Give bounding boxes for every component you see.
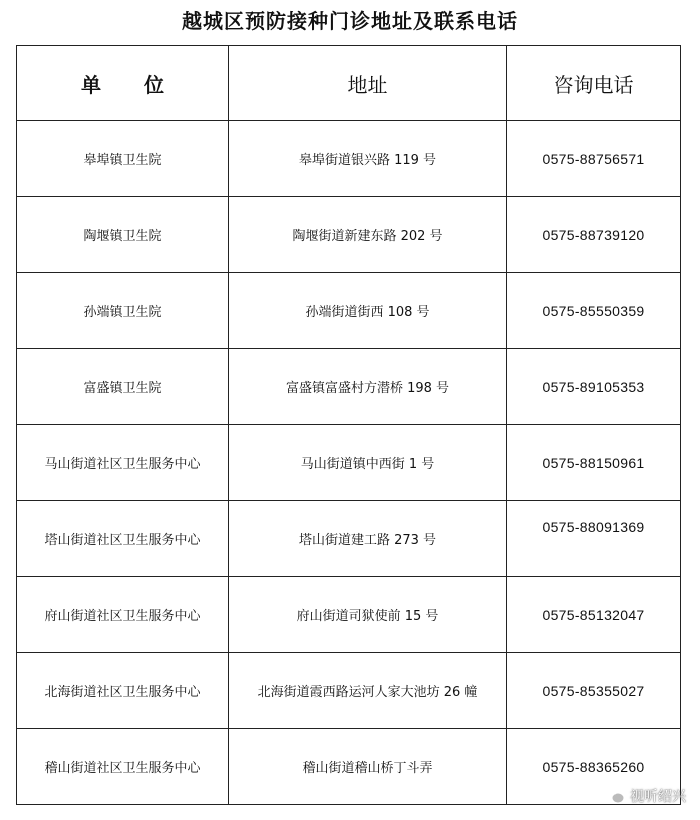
page-title: 越城区预防接种门诊地址及联系电话	[182, 9, 518, 33]
table-row	[17, 425, 681, 501]
cell-phone: 0575-88739120	[507, 197, 681, 273]
cell-address: 稽山街道稽山桥丁斗弄	[229, 729, 507, 805]
cell-address: 马山街道镇中西街 1 号	[229, 425, 507, 501]
table-row	[17, 349, 681, 425]
cell-address: 陶堰街道新建东路 202 号	[229, 197, 507, 273]
cell-address: 孙端街道街西 108 号	[229, 273, 507, 349]
cell-address: 塔山街道建工路 273 号	[229, 501, 507, 577]
cell-unit: 马山街道社区卫生服务中心	[17, 425, 229, 501]
cell-phone: 0575-85550359	[507, 273, 681, 349]
cell-phone: 0575-89105353	[507, 349, 681, 425]
header-phone: 咨询电话	[507, 46, 681, 121]
table-row	[17, 729, 681, 805]
table-header-row	[17, 46, 681, 121]
table-row	[17, 577, 681, 653]
cell-phone: 0575-88365260	[507, 729, 681, 805]
cell-unit: 府山街道社区卫生服务中心	[17, 577, 229, 653]
table-row	[17, 197, 681, 273]
table-row	[17, 121, 681, 197]
cell-address: 皋埠街道银兴路 119 号	[229, 121, 507, 197]
cell-address: 北海街道霞西路运河人家大池坊 26 幢	[229, 653, 507, 729]
cell-unit: 孙端镇卫生院	[17, 273, 229, 349]
cell-unit: 北海街道社区卫生服务中心	[17, 653, 229, 729]
cell-phone: 0575-85132047	[507, 577, 681, 653]
cell-unit: 塔山街道社区卫生服务中心	[17, 501, 229, 577]
watermark-text: 视听绍兴	[630, 789, 686, 805]
cell-phone: 0575-88091369	[507, 501, 681, 577]
table-row	[17, 653, 681, 729]
table-row	[17, 273, 681, 349]
table-row	[17, 501, 681, 577]
cell-unit: 富盛镇卫生院	[17, 349, 229, 425]
cell-phone: 0575-85355027	[507, 653, 681, 729]
cell-address: 府山街道司狱使前 15 号	[229, 577, 507, 653]
cell-phone: 0575-88150961	[507, 425, 681, 501]
cell-unit: 陶堰镇卫生院	[17, 197, 229, 273]
cell-unit: 稽山街道社区卫生服务中心	[17, 729, 229, 805]
cell-address: 富盛镇富盛村方潜桥 198 号	[229, 349, 507, 425]
watermark	[604, 786, 686, 806]
cell-unit: 皋埠镇卫生院	[17, 121, 229, 197]
wechat-icon	[604, 787, 626, 805]
cell-phone: 0575-88756571	[507, 121, 681, 197]
header-unit: 单 位	[17, 46, 229, 121]
clinic-table	[16, 45, 681, 805]
header-address: 地址	[229, 46, 507, 121]
